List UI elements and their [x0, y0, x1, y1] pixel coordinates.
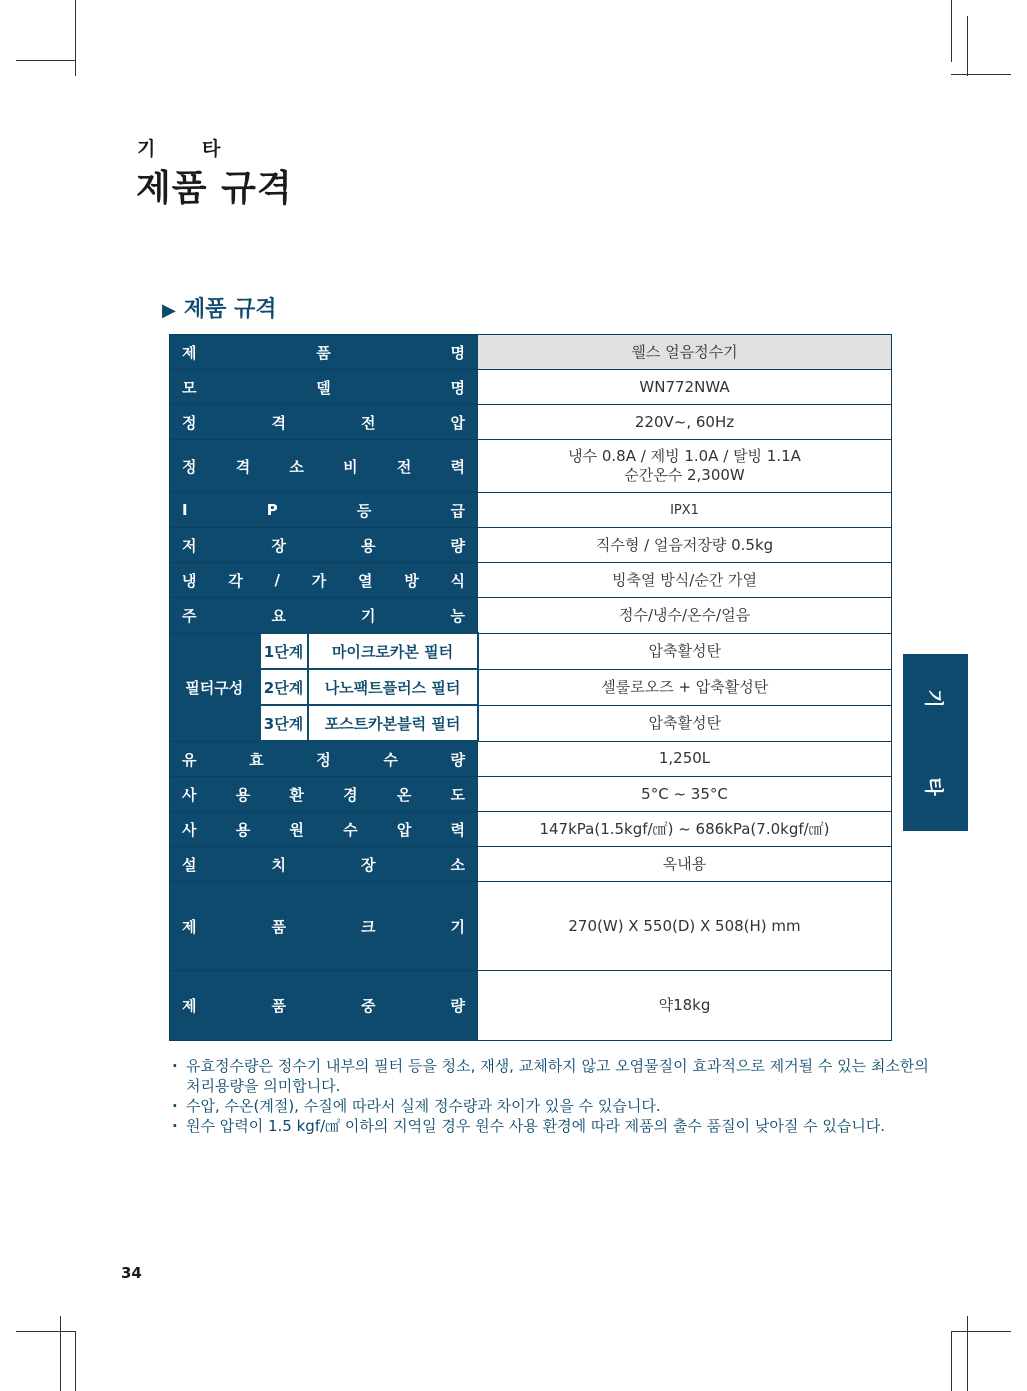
row-value-effective: 1,250L	[478, 741, 892, 777]
filter-value-2: 셀룰로오즈 + 압축활성탄	[478, 669, 892, 705]
row-value-cooling: 빙축열 방식/순간 가열	[478, 563, 892, 598]
row-label-model: 모 델 명	[170, 370, 478, 405]
row-label-functions: 주 요 기 능	[170, 598, 478, 634]
row-label-weight: 제 품 중 량	[170, 971, 478, 1041]
note-item: · 수압, 수온(계절), 수질에 따라서 실제 정수량과 차이가 있을 수 있습니다.	[172, 1096, 932, 1116]
row-label-ip-grade: I P 등 급	[170, 493, 478, 528]
filter-step-3: 3단계	[260, 705, 308, 741]
note-item: · 유효정수량은 정수기 내부의 필터 등을 청소, 재생, 교체하지 않고 오염물질이 효과적으로 제거될 수 있는 최소한의 처리용량을 의미합니다.	[172, 1056, 932, 1096]
row-value-weight: 약18kg	[478, 971, 892, 1041]
row-label-cooling: 냉 각 / 가 열 방 식	[170, 563, 478, 598]
crop-mark	[967, 1316, 968, 1391]
crop-mark	[951, 1331, 1011, 1332]
crop-mark	[16, 1331, 76, 1332]
crop-mark	[967, 16, 968, 76]
row-label-size: 제 품 크 기	[170, 882, 478, 971]
row-label-temp: 사 용 환 경 온 도	[170, 777, 478, 812]
section-title-text: 제품 규격	[183, 297, 277, 322]
row-value-product-name: 웰스 얼음정수기	[478, 335, 892, 370]
row-label-storage: 저 장 용 량	[170, 528, 478, 563]
row-label-location: 설 치 장 소	[170, 847, 478, 882]
crop-mark	[75, 1331, 76, 1391]
table-row	[170, 405, 892, 440]
crop-mark	[951, 0, 952, 62]
filter-name-1: 마이크로카본 필터	[308, 633, 478, 669]
table-row	[170, 528, 892, 563]
row-value-temp: 5°C ~ 35°C	[478, 777, 892, 812]
spec-table	[169, 334, 892, 1041]
table-row	[170, 493, 892, 528]
table-row	[170, 741, 892, 777]
triangle-icon: ▶	[162, 300, 176, 321]
filter-name-3: 포스트카본블럭 필터	[308, 705, 478, 741]
row-label-effective: 유 효 정 수 량	[170, 741, 478, 777]
side-tab-char: 기	[922, 689, 945, 708]
table-row	[170, 847, 892, 882]
row-value-location: 옥내용	[478, 847, 892, 882]
section-title	[162, 292, 277, 323]
crop-mark	[60, 1316, 61, 1391]
filter-name-2: 나노팩트플러스 필터	[308, 669, 478, 705]
filter-value-3: 압축활성탄	[478, 705, 892, 741]
row-value-rated-voltage: 220V~, 60Hz	[478, 405, 892, 440]
row-value-ip-grade: IPX1	[478, 493, 892, 528]
page-number: 34	[121, 1264, 142, 1282]
side-tab-etc[interactable]	[903, 654, 968, 831]
filter-step-1: 1단계	[260, 633, 308, 669]
filter-step-2: 2단계	[260, 669, 308, 705]
row-label-rated-power: 정 격 소 비 전 력	[170, 440, 478, 493]
table-row	[170, 882, 892, 971]
row-value-storage: 직수형 / 얼음저장량 0.5kg	[478, 528, 892, 563]
crop-mark	[75, 0, 76, 76]
filter-group-label: 필터구성	[170, 633, 260, 741]
row-value-model: WN772NWA	[478, 370, 892, 405]
table-row	[170, 669, 892, 705]
table-row	[170, 705, 892, 741]
crop-mark	[951, 1331, 952, 1391]
table-row	[170, 633, 892, 669]
filter-value-1: 압축활성탄	[478, 633, 892, 669]
category-label: 기 타	[137, 138, 241, 160]
row-value-size: 270(W) X 550(D) X 508(H) mm	[478, 882, 892, 971]
table-row	[170, 440, 892, 493]
row-label-pressure: 사 용 원 수 압 력	[170, 812, 478, 847]
table-row	[170, 812, 892, 847]
note-item: · 원수 압력이 1.5 kgf/㎠ 이하의 지역일 경우 원수 사용 환경에 따라 제품의 출수 품질이 낮아질 수 있습니다.	[172, 1116, 932, 1136]
crop-mark	[951, 74, 1011, 75]
table-row	[170, 971, 892, 1041]
row-label-product-name: 제 품 명	[170, 335, 478, 370]
side-tab-char: 타	[922, 777, 945, 796]
table-row	[170, 370, 892, 405]
row-value-rated-power: 냉수 0.8A / 제빙 1.0A / 탈빙 1.1A 순간온수 2,300W	[478, 440, 892, 493]
table-row	[170, 563, 892, 598]
page-title: 제품 규격	[136, 168, 293, 209]
table-row	[170, 598, 892, 634]
row-value-pressure: 147kPa(1.5kgf/㎠) ~ 686kPa(7.0kgf/㎠)	[478, 812, 892, 847]
notes-list	[172, 1056, 932, 1136]
row-value-functions: 정수/냉수/온수/얼음	[478, 598, 892, 634]
crop-mark	[16, 60, 76, 61]
row-label-rated-voltage: 정 격 전 압	[170, 405, 478, 440]
table-row	[170, 777, 892, 812]
table-row	[170, 335, 892, 370]
